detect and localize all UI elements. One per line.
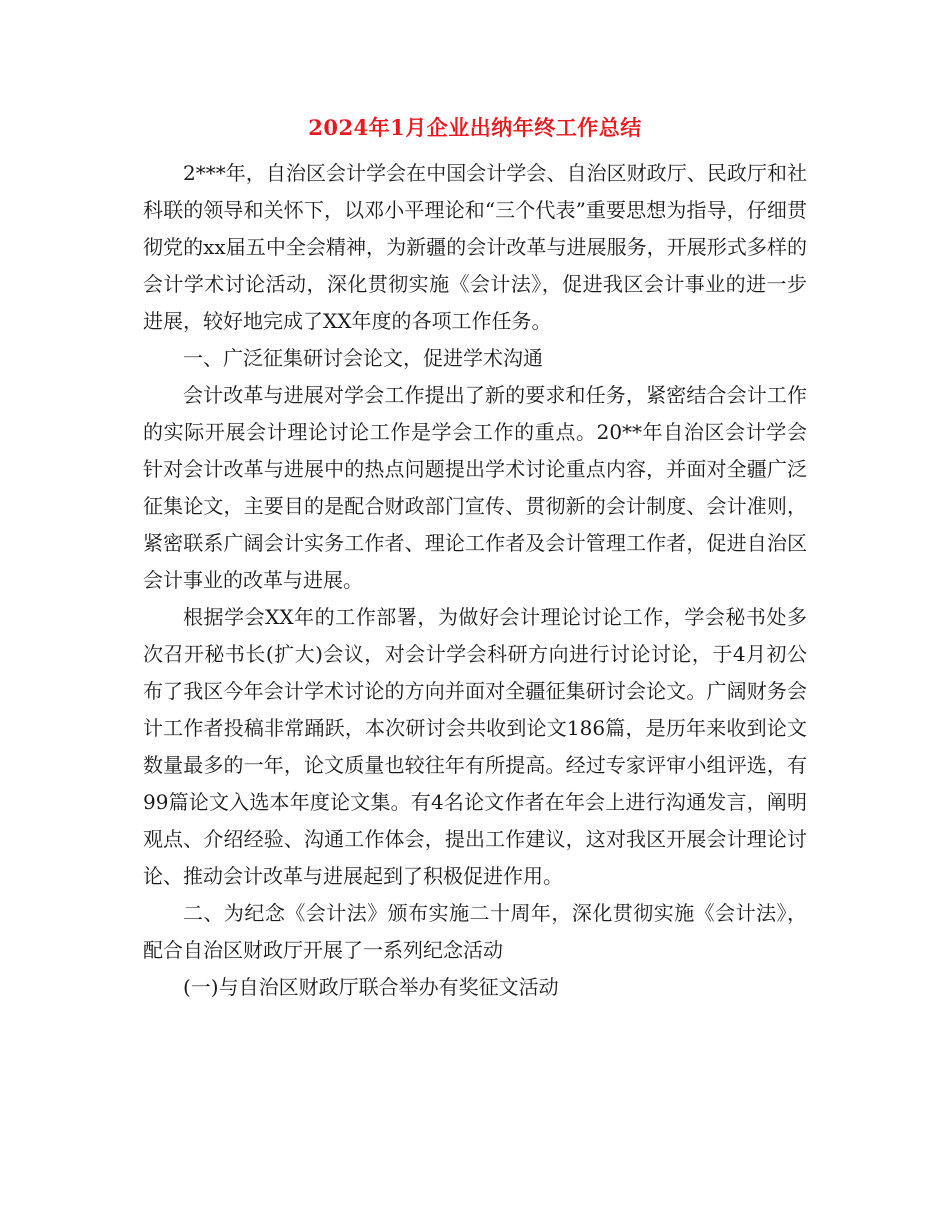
paragraph-section-1-b: 根据学会XX年的工作部署，为做好会计理论讨论工作，学会秘书处多次召开秘书长(扩大)会议，对会计学会科研方向进行讨论讨论，于4月初公布了我区今年会计学术讨论的方向并面对全疆征集研讨会论文。广阔财务会计工作者投稿非常踊跃，本次研讨会共收到论文186篇，是历年来收到论文数量最多的一年，论文质量也较往年有所提高。经过专家评审小组评选，有99篇论文入选本年度论文集。有4名论文作者在年会上进行沟通发言，阐明观点、介绍经验、沟通工作体会，提出工作建议，这对我区开展会计理论讨论、推动会计改革与进展起到了积极促进作用。: [143, 605, 807, 888]
document-title: 2024年1月企业出纳年终工作总结: [308, 115, 642, 140]
document-body: [143, 155, 807, 1006]
paragraph-intro: 2***年，自治区会计学会在中国会计学会、自治区财政厅、民政厅和社科联的领导和关怀下，以邓小平理论和“三个代表”重要思想为指导，仔细贯彻党的xx届五中全会精神，为新疆的会计改革与进展服务，开展形式多样的会计学术讨论活动，深化贯彻实施《会计法》，促进我区会计事业的进一步进展，较好地完成了XX年度的各项工作任务。: [143, 161, 807, 333]
subsection-heading-2-1: (一)与自治区财政厅联合举办有奖征文活动: [183, 975, 559, 999]
section-heading-2: 二、为纪念《会计法》颁布实施二十周年，深化贯彻实施《会计法》，配合自治区财政厅开展了一系列纪念活动: [143, 901, 807, 962]
section-heading-1: 一、广泛征集研讨会论文，促进学术沟通: [183, 346, 543, 370]
paragraph-section-1-a: 会计改革与进展对学会工作提出了新的要求和任务，紧密结合会计工作的实际开展会计理论讨论工作是学会工作的重点。20**年自治区会计学会针对会计改革与进展中的热点问题提出学术讨论重点内容，并面对全疆广泛征集论文，主要目的是配合财政部门宣传、贯彻新的会计制度、会计准则，紧密联系广阔会计实务工作者、理论工作者及会计管理工作者，促进自治区会计事业的改革与进展。: [143, 383, 807, 592]
